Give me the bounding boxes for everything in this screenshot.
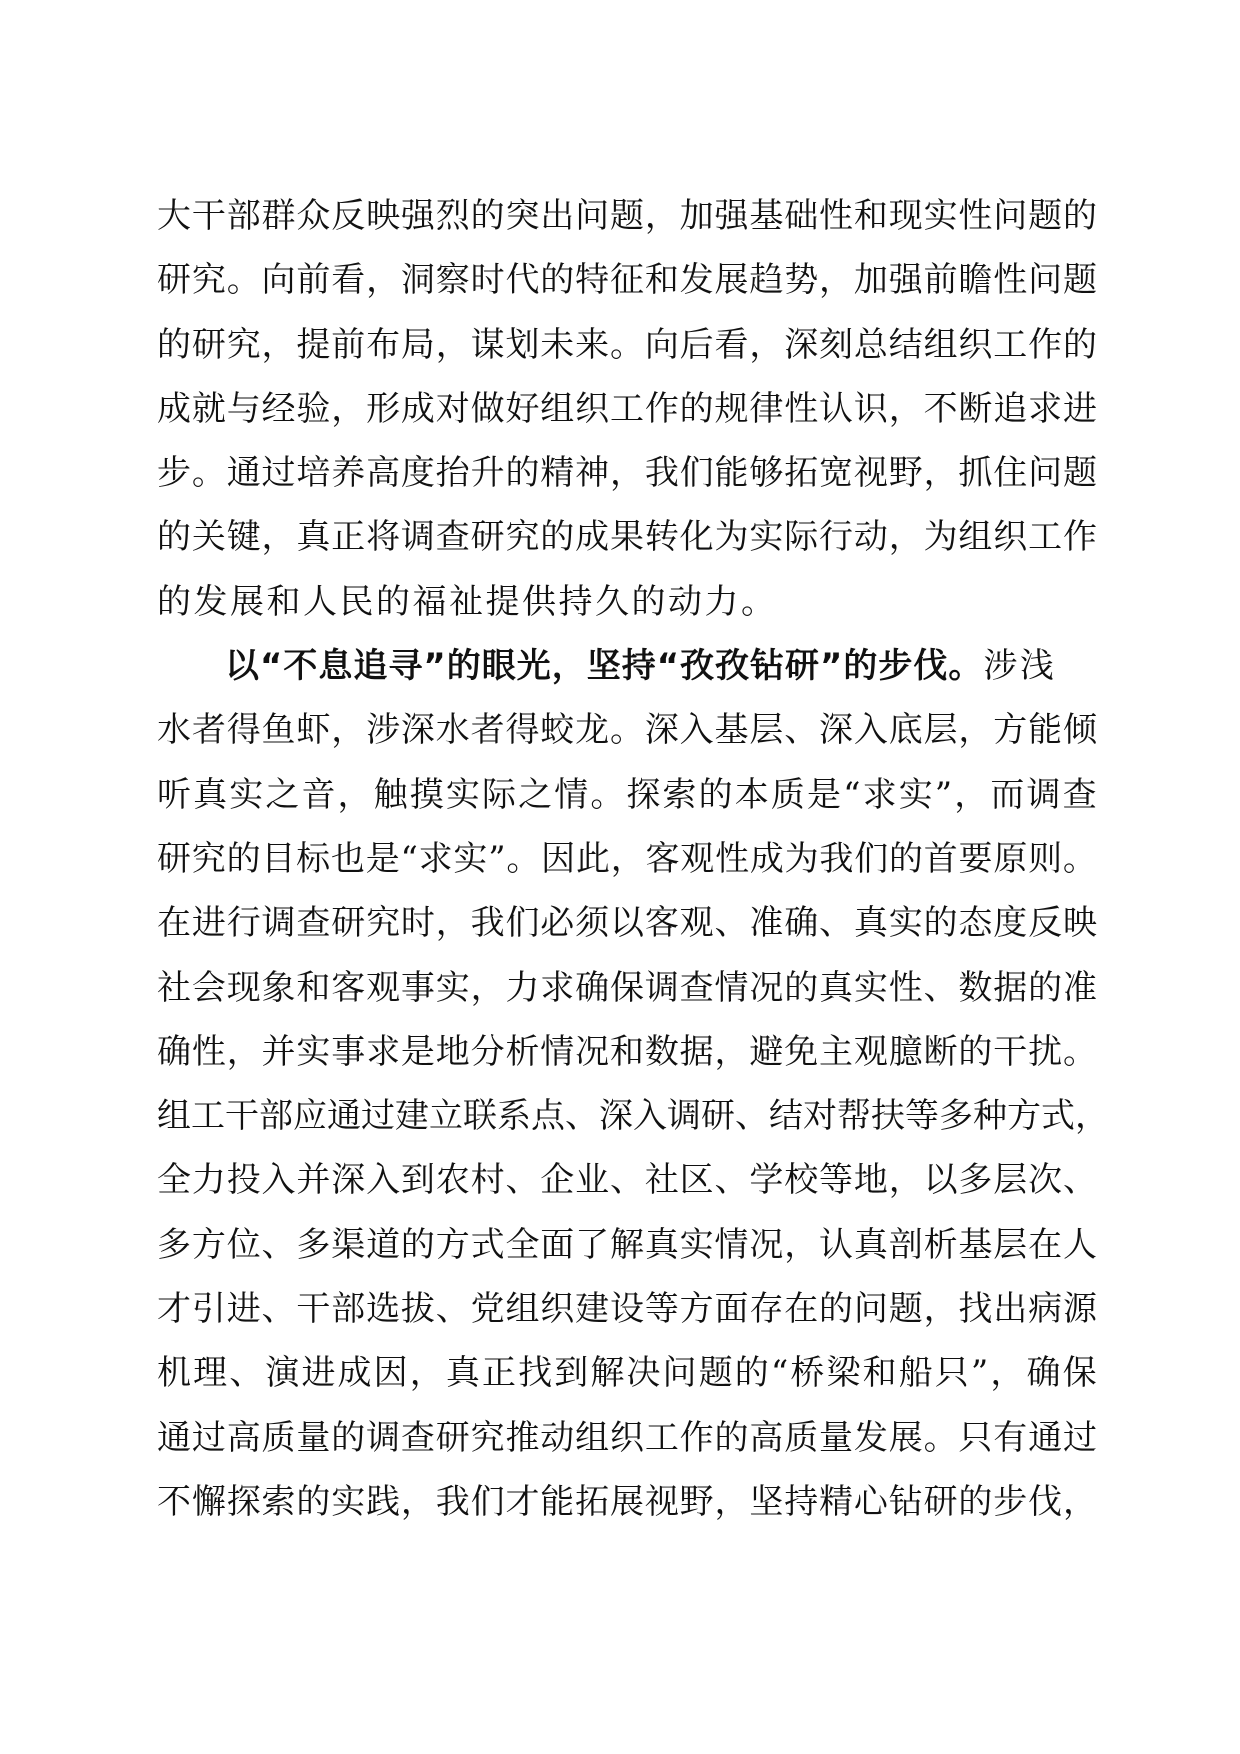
text-line: 全 力 投 入 并 深 入 到 农 村 、 企 业 、 社 区 、 学 校 等 地 ， 以 多 层 次 、 xyxy=(157,1160,1097,1201)
text-line: 研 究 。 向 前 看 ， 洞 察 时 代 的 特 征 和 发 展 趋 势 ， 加 强 前 瞻 性 问 题 xyxy=(157,260,1097,301)
paragraph-1 xyxy=(157,184,1097,634)
text-line: 的 研 究 ， 提 前 布 局 ， 谋 划 未 来 。 向 后 看 ， 深 刻 总 结 组 织 工 作 的 xyxy=(157,324,1097,365)
text-line: 成 就 与 经 验 ， 形 成 对 做 好 组 织 工 作 的 规 律 性 认 识 ， 不 断 追 求 进 xyxy=(157,388,1097,429)
text-line: 确 性 ， 并 实 事 求 是 地 分 析 情 况 和 数 据 ， 避 免 主 观 臆 断 的 干 扰 。 xyxy=(157,1031,1097,1072)
text-line: 的发展和人民的福祉提供持久的动力。 xyxy=(157,581,778,622)
text-line: 多 方 位 、 多 渠 道 的 方 式 全 面 了 解 真 实 情 况 ， 认 真 剖 析 基 层 在 人 xyxy=(157,1224,1097,1265)
paragraph-heading: 以“不息追寻”的眼光，坚持“孜孜钻研”的步伐。 xyxy=(225,646,984,687)
paragraph-2 xyxy=(157,634,1109,1534)
text-line: 组 工 干 部 应 通 过 建 立 联 系 点 、 深 入 调 研 、 结 对 帮 扶 等 多 种 方 式 ， xyxy=(157,1096,1109,1137)
paragraph-heading-line xyxy=(157,634,1097,698)
text-line: 大 干 部 群 众 反 映 强 烈 的 突 出 问 题 ， 加 强 基 础 性 和 现 实 性 问 题 的 xyxy=(157,196,1097,236)
paragraph-text: 涉浅 xyxy=(983,646,1057,687)
text-line: 水 者 得 鱼 虾 ， 涉 深 水 者 得 蛟 龙 。 深 入 基 层 、 深 入 底 层 ， 方 能 倾 xyxy=(157,710,1097,751)
text-line: 研 究 的 目 标 也 是 “ 求 实 ” 。 因 此 ， 客 观 性 成 为 我 们 的 首 要 原 则 。 xyxy=(157,838,1097,879)
text-line: 的 关 键 ， 真 正 将 调 查 研 究 的 成 果 转 化 为 实 际 行 动 ， 为 组 织 工 作 xyxy=(157,517,1097,558)
text-line: 不 懈 探 索 的 实 践 ， 我 们 才 能 拓 展 视 野 ， 坚 持 精 心 钻 研 的 步 伐 ， xyxy=(157,1481,1097,1522)
text-line: 通 过 高 质 量 的 调 查 研 究 推 动 组 织 工 作 的 高 质 量 发 展 。 只 有 通 过 xyxy=(157,1417,1097,1458)
text-line: 才 引 进 、 干 部 选 拔 、 党 组 织 建 设 等 方 面 存 在 的 问 题 ， 找 出 病 源 xyxy=(157,1289,1097,1330)
document-body xyxy=(157,184,1109,1534)
text-line: 听 真 实 之 音 ， 触 摸 实 际 之 情 。 探 索 的 本 质 是 “ 求 实 ” ， 而 调 查 xyxy=(157,774,1097,815)
text-line: 机 理 、 演 进 成 因 ， 真 正 找 到 解 决 问 题 的 “ 桥 梁 和 船 只 ” ， 确 保 xyxy=(157,1353,1097,1394)
text-line: 步 。 通 过 培 养 高 度 抬 升 的 精 神 ， 我 们 能 够 拓 宽 视 野 ， 抓 住 问 题 xyxy=(157,453,1097,494)
text-line: 在 进 行 调 查 研 究 时 ， 我 们 必 须 以 客 观 、 准 确 、 真 实 的 态 度 反 映 xyxy=(157,903,1097,944)
text-line: 社 会 现 象 和 客 观 事 实 ， 力 求 确 保 调 查 情 况 的 真 实 性 、 数 据 的 准 xyxy=(157,967,1097,1008)
